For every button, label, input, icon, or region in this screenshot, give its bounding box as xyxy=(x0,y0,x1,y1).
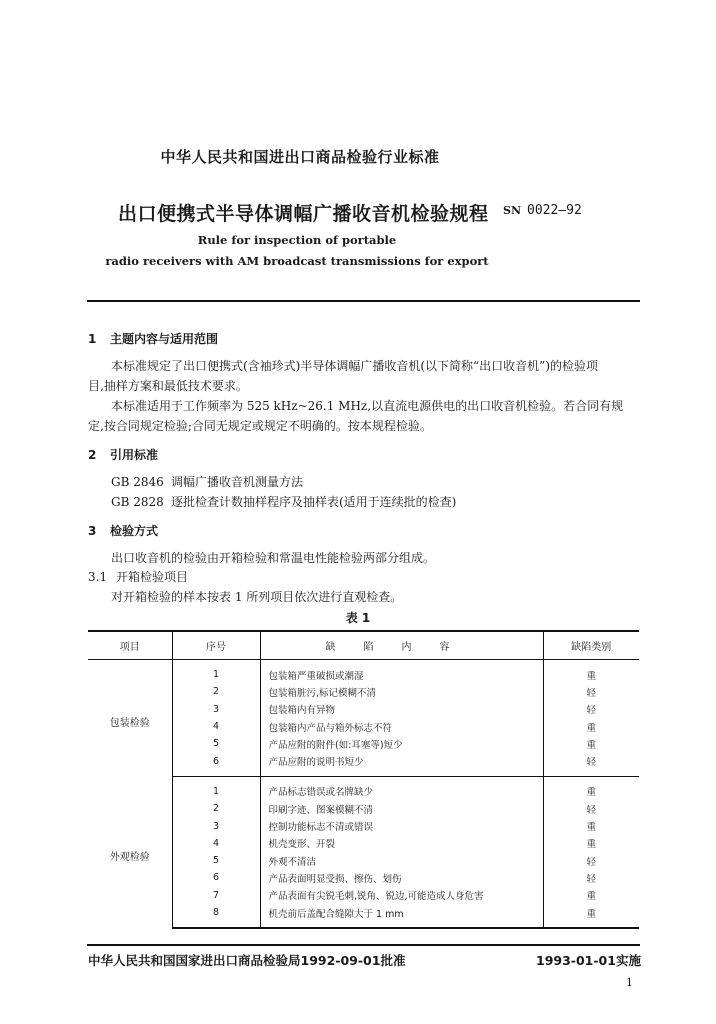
subsection-3-1-paragraph: 对开箱检验的样本按表 1 所列项目依次进行直观检查。 xyxy=(111,590,403,604)
desc-cell: 产品标志错误或名牌缺少 xyxy=(260,776,543,800)
page-number: 1 xyxy=(626,976,633,989)
english-title-line-1: Rule for inspection of portable xyxy=(197,233,397,247)
class-cell: 重 xyxy=(586,670,596,682)
desc-cell: 印刷字迹、图案模糊不清 xyxy=(260,800,543,817)
subsection-title: 开箱检验项目 xyxy=(116,570,189,584)
class-cell: 重 xyxy=(543,904,639,928)
class-cell: 轻 xyxy=(586,804,596,816)
seq-cell: 5 xyxy=(172,852,260,869)
industry-standard-heading: 中华人民共和国进出口商品检验行业标准 xyxy=(160,148,440,166)
section-number: 1 xyxy=(88,332,97,346)
standard-number xyxy=(503,203,582,218)
reference-code: GB 2828 xyxy=(111,495,164,509)
class-cell: 轻 xyxy=(586,705,596,717)
class-cell: 重 xyxy=(586,739,596,751)
reference-title: 逐批检查计数抽样程序及抽样表(适用于连续批的检查) xyxy=(171,495,457,509)
seq-cell: 4 xyxy=(172,718,260,735)
section-3-paragraph: 出口收音机的检验由开箱检验和常温电性能检验两部分组成。 xyxy=(111,551,436,565)
reference-title: 调幅广播收音机测量方法 xyxy=(171,475,304,489)
seq-cell: 4 xyxy=(172,835,260,852)
reference-item xyxy=(111,493,456,510)
reference-item xyxy=(111,473,303,490)
seq-cell: 6 xyxy=(172,869,260,886)
table-caption: 表 1 xyxy=(345,611,371,625)
class-cell: 重 xyxy=(586,722,596,734)
document-title: 出口便携式半导体调幅广播收音机检验规程 xyxy=(118,203,489,225)
seq-cell: 1 xyxy=(172,776,260,800)
defects-table xyxy=(88,630,639,929)
header-class: 缺陷类别 xyxy=(543,631,639,660)
seq-cell: 5 xyxy=(172,735,260,752)
seq-cell: 8 xyxy=(172,904,260,928)
desc-cell: 机壳变形、开裂 xyxy=(260,835,543,852)
section-1-para-1-line-1: 本标准规定了出口便携式(含袖珍式)半导体调幅广播收音机(以下简称“出口收音机”)的检验项 xyxy=(111,359,598,373)
subsection-3-1-heading xyxy=(88,568,188,585)
desc-cell: 外观不清洁 xyxy=(260,852,543,869)
effective-date: 1993-01-01实施 xyxy=(536,953,641,968)
section-title: 检验方式 xyxy=(110,524,159,538)
section-1-heading xyxy=(88,330,218,347)
english-title-line-2: radio receivers with AM broadcast transmissions for export xyxy=(105,254,489,268)
section-title: 主题内容与适用范围 xyxy=(110,332,219,346)
desc-cell: 产品表面明显受损、擦伤、划伤 xyxy=(260,869,543,886)
approval-line: 中华人民共和国国家进出口商品检验局1992-09-01批准 xyxy=(88,953,406,968)
desc-cell: 包装箱脏污,标记模糊不清 xyxy=(260,683,543,700)
seq-cell: 3 xyxy=(172,817,260,834)
seq-cell: 3 xyxy=(172,701,260,718)
seq-cell: 6 xyxy=(172,752,260,776)
section-2-heading xyxy=(88,446,158,463)
section-1-para-2-line-2: 定,按合同规定检验;合同无规定或规定不明确的。按本规程检验。 xyxy=(88,419,432,433)
subsection-number: 3.1 xyxy=(88,570,108,584)
seq-cell: 1 xyxy=(172,660,260,684)
class-cell: 重 xyxy=(586,891,596,903)
reference-code: GB 2846 xyxy=(111,475,164,489)
section-number: 2 xyxy=(88,448,97,462)
desc-cell: 包装箱严重破损或潮湿 xyxy=(260,660,543,684)
section-1-para-1-line-2: 目,抽样方案和最低技术要求。 xyxy=(88,379,248,393)
desc-cell: 机壳前后盖配合缝隙大于 1 mm xyxy=(260,904,543,928)
class-cell: 重 xyxy=(586,839,596,851)
footer-divider xyxy=(87,944,640,946)
group-name-cell: 包装检验 xyxy=(88,660,172,777)
class-cell: 重 xyxy=(586,822,596,834)
standard-prefix: SN xyxy=(503,204,521,217)
header-divider xyxy=(87,300,640,302)
desc-cell: 产品应附的说明书短少 xyxy=(260,752,543,776)
table-row xyxy=(88,776,639,800)
class-cell: 轻 xyxy=(586,687,596,699)
class-cell: 轻 xyxy=(586,873,596,885)
section-number: 3 xyxy=(88,524,97,538)
desc-cell: 控制功能标志不清或错误 xyxy=(260,817,543,834)
section-1-para-2-line-1: 本标准适用于工作频率为 525 kHz~26.1 MHz,以直流电源供电的出口收音机检验。若合同有规 xyxy=(111,399,624,413)
header-item: 项目 xyxy=(88,631,172,660)
seq-cell: 2 xyxy=(172,683,260,700)
desc-cell: 产品表面有尖锐毛刺,锐角、锐边,可能造成人身危害 xyxy=(260,887,543,904)
class-cell: 重 xyxy=(586,787,596,799)
header-seq: 序号 xyxy=(172,631,260,660)
table-header-row xyxy=(88,631,639,660)
class-cell: 轻 xyxy=(543,752,639,776)
section-title: 引用标准 xyxy=(110,448,159,462)
desc-cell: 产品应附的附件(如:耳塞等)短少 xyxy=(260,735,543,752)
seq-cell: 2 xyxy=(172,800,260,817)
header-desc: 缺陷内容 xyxy=(260,631,543,660)
desc-cell: 包装箱内产品与箱外标志不符 xyxy=(260,718,543,735)
group-name-cell: 外观检验 xyxy=(88,776,172,928)
class-cell: 轻 xyxy=(586,856,596,868)
desc-cell: 包装箱内有异物 xyxy=(260,701,543,718)
standard-code: 0022—92 xyxy=(527,203,582,218)
seq-cell: 7 xyxy=(172,887,260,904)
table-row xyxy=(88,660,639,684)
section-3-heading xyxy=(88,522,158,539)
